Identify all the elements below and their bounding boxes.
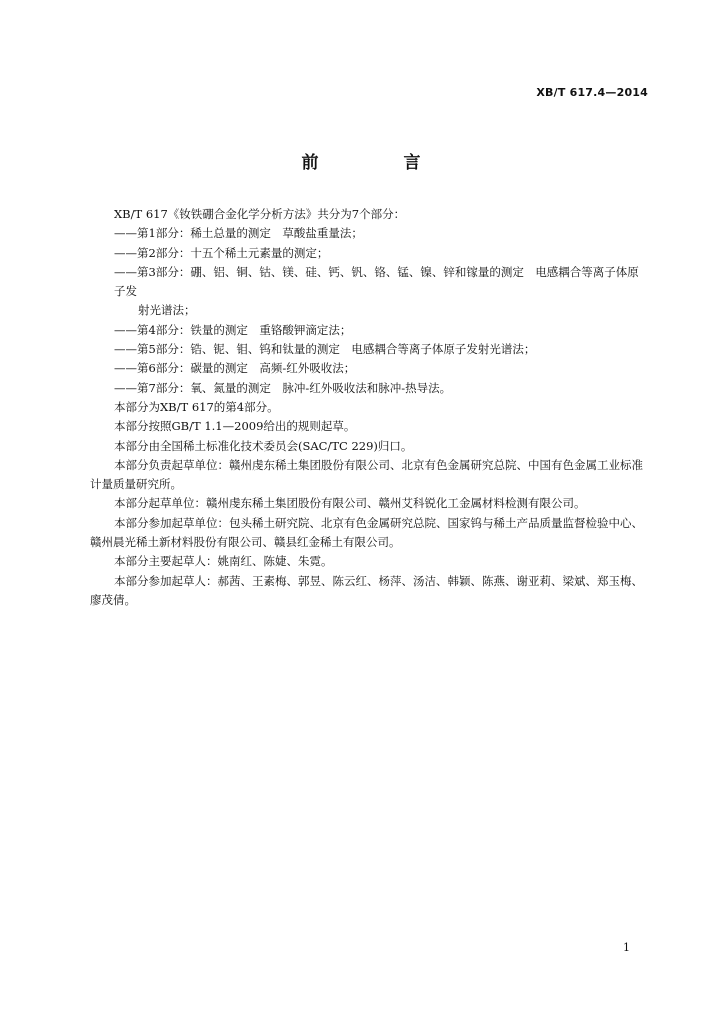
intro-paragraph: XB/T 617《钕铁硼合金化学分析方法》共分为7个部分：: [114, 207, 406, 221]
foreword-body: [90, 205, 650, 610]
page-title: 前 言: [301, 153, 455, 173]
page-number: 1: [623, 941, 630, 954]
participating-units-paragraph: 本部分参加起草单位：包头稀土研究院、北京有色金属研究总院、国家钨与稀土产品质量监督检验中心、赣州晨光稀土新材料股份有限公司、赣县红金稀土有限公司。: [90, 515, 643, 550]
centralized-paragraph: 本部分由全国稀土标准化技术委员会(SAC/TC 229)归口。: [114, 438, 413, 453]
part-list-item-1: ——第1部分：稀土总量的测定 草酸盐重量法；: [114, 226, 363, 241]
drafting-rules-paragraph: 本部分按照GB/T 1.1—2009给出的规则起草。: [114, 419, 356, 434]
drafting-unit-paragraph: 本部分起草单位：赣州虔东稀土集团股份有限公司、赣州艾科锐化工金属材料检测有限公司。: [114, 496, 586, 511]
part-list-item-4: ——第4部分：铁量的测定 重铬酸钾滴定法；: [114, 322, 352, 337]
participating-drafters-paragraph: 本部分参加起草人：郝茜、王素梅、郭昱、陈云红、杨萍、汤洁、韩颖、陈燕、谢亚莉、梁斌、郑玉梅、廖茂倩。: [90, 573, 643, 607]
standard-code: XB/T 617.4—2014: [536, 86, 648, 99]
part-list-item-3: ——第3部分：硼、铝、铜、钴、镁、硅、钙、钒、铬、锰、镍、锌和镓量的测定 电感耦合等离子体原子发: [114, 264, 639, 299]
main-drafters-paragraph: 本部分主要起草人：姚南红、陈婕、朱霓。: [114, 554, 333, 569]
part-list-item-3-continuation: 射光谱法；: [138, 303, 196, 318]
part-list-item-7: ——第7部分：氧、氮量的测定 脉冲-红外吸收法和脉冲-热导法。: [114, 380, 452, 395]
part-list-item-2: ——第2部分：十五个稀土元素量的测定；: [114, 245, 329, 260]
responsible-unit-paragraph: 本部分负责起草单位：赣州虔东稀土集团股份有限公司、北京有色金属研究总院、中国有色金属工业标准计量质量研究所。: [90, 457, 643, 492]
part-list-item-6: ——第6部分：碳量的测定 高频-红外吸收法；: [114, 361, 356, 376]
part-list-item-5: ——第5部分：锆、铌、钼、钨和钛量的测定 电感耦合等离子体原子发射光谱法；: [114, 342, 536, 357]
this-part-paragraph: 本部分为XB/T 617的第4部分。: [114, 399, 279, 414]
